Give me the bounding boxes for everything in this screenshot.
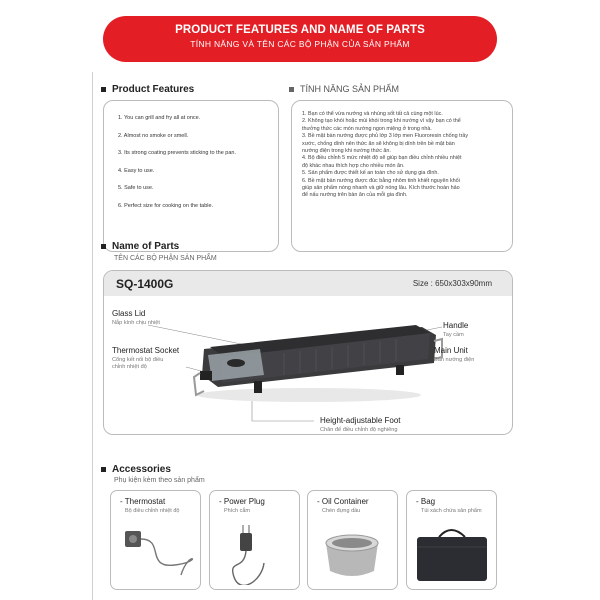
label-main-unit: Main Unit [434, 346, 468, 355]
features-vn-box [291, 100, 513, 252]
feature-vn-line: thưởng thức các món nướng ngon miệng ở trong nhà. [302, 125, 432, 132]
features-vn-list [302, 111, 468, 200]
label-handle-vn: Tay cầm [443, 332, 464, 338]
features-box [103, 100, 279, 252]
bullet-square-icon [289, 87, 294, 92]
accessory-thermostat [110, 490, 201, 590]
banner-subtitle: TÍNH NĂNG VÀ TÊN CÁC BỘ PHẬN CỦA SẢN PHẨM [190, 39, 410, 49]
feature-item: 6. Perfect size for cooking on the table. [118, 202, 214, 209]
label-thermostat-socket-vn-2: chỉnh nhiệt độ [112, 364, 147, 370]
parts-heading [101, 241, 179, 252]
feature-vn-line: 4. Bộ điều chỉnh 5 mức nhiệt độ sẽ giúp bạn điều chỉnh nhiều nhiệt [302, 155, 462, 162]
accessories-heading [101, 464, 171, 475]
features-vn-title: TÍNH NĂNG SẢN PHẨM [300, 84, 400, 94]
parts-subtitle: TÊN CÁC BỘ PHẬN SẢN PHẨM [114, 255, 217, 262]
label-height-foot-vn: Chân đế điều chỉnh độ nghiêng [320, 427, 398, 433]
feature-vn-line: giúp sản phẩm nóng nhanh và giữ nóng lâu. Kích thước hoàn hảo [302, 185, 460, 192]
feature-vn-line: 5. Sản phẩm được thiết kế an toàn cho sử dụng gia đình. [302, 170, 439, 177]
model-number: SQ-1400G [116, 277, 174, 291]
banner-title: PRODUCT FEATURES AND NAME OF PARTS [175, 24, 425, 36]
features-list [118, 115, 236, 220]
accessory-name: - Bag [416, 497, 436, 506]
feature-item: 5. Safe to use. [118, 185, 154, 191]
bullet-square-icon [101, 467, 106, 472]
accessory-bag [406, 490, 497, 590]
parts-title: Name of Parts [112, 241, 180, 252]
bullet-square-icon [101, 244, 106, 249]
feature-vn-line: 6. Bề mặt bàn nướng được đúc bằng nhôm tinh khiết nguyên khối [302, 177, 460, 184]
product-size: Size : 650x303x90mm [412, 279, 492, 288]
feature-vn-line: 3. Bề mặt bàn nướng được phủ lớp 3 lớp men Fluororesin chống trầy [302, 133, 469, 140]
feature-vn-line: để nấu nướng trên bàn ăn của mỗi gia đình. [302, 192, 408, 199]
accessory-name-vn: Túi xách chứa sản phẩm [421, 508, 482, 514]
accessory-name: - Oil Container [317, 497, 369, 506]
accessory-name: - Power Plug [219, 497, 265, 506]
label-thermostat-socket: Thermostat Socket [112, 346, 180, 355]
accessory-name-vn: Phích cắm [224, 508, 250, 514]
feature-vn-line: độ khác nhau thích hợp cho nhiều món ăn. [302, 162, 405, 169]
label-thermostat-socket-vn-1: Cổng kết nối bộ điều [112, 357, 164, 363]
label-main-unit-vn: Bản nướng điện [434, 357, 475, 363]
label-height-foot: Height-adjustable Foot [320, 416, 401, 425]
bullet-square-icon [101, 87, 106, 92]
accessory-name-vn: Chén đựng dầu [322, 508, 361, 514]
header-banner [103, 16, 497, 62]
feature-vn-line: 1. Bạn có thể vừa nướng và nhúng sốt tất cả cùng một lúc. [302, 111, 443, 117]
accessories-subtitle: Phụ kiện kèm theo sản phẩm [114, 477, 205, 484]
features-heading [101, 84, 194, 95]
left-divider-line [92, 72, 93, 600]
label-glass-lid-vn: Nắp kính chịu nhiệt [112, 320, 160, 326]
label-handle: Handle [443, 321, 469, 330]
features-title: Product Features [112, 84, 195, 95]
accessory-name-vn: Bộ điều chỉnh nhiệt độ [125, 508, 180, 514]
feature-vn-line: xước, chống dính nên thức ăn sẽ không bị dính trên bề mặt bàn [302, 140, 455, 147]
feature-item: 2. Almost no smoke or smell. [118, 132, 189, 139]
power-plug-icon [214, 519, 296, 585]
feature-item: 1. You can grill and fry all at once. [118, 115, 201, 121]
feature-vn-line: nướng điện trong khi nướng thức ăn. [302, 148, 391, 155]
accessory-name: - Thermostat [120, 497, 166, 506]
feature-item: 3. Its strong coating prevents sticking to the pan. [118, 150, 237, 156]
accessory-power-plug [209, 490, 300, 590]
feature-vn-line: 2. Không tạo khói hoặc mùi khói trong khi nướng vì vậy bạn có thể [302, 118, 461, 125]
features-vn-heading [289, 84, 399, 94]
accessories-title: Accessories [112, 464, 171, 475]
oil-container-icon [312, 519, 394, 585]
thermostat-icon [115, 519, 197, 585]
label-glass-lid: Glass Lid [112, 309, 146, 318]
feature-item: 4. Easy to use. [118, 167, 155, 174]
accessory-oil-container [307, 490, 398, 590]
bag-icon [411, 519, 493, 585]
parts-diagram-box [103, 270, 513, 435]
